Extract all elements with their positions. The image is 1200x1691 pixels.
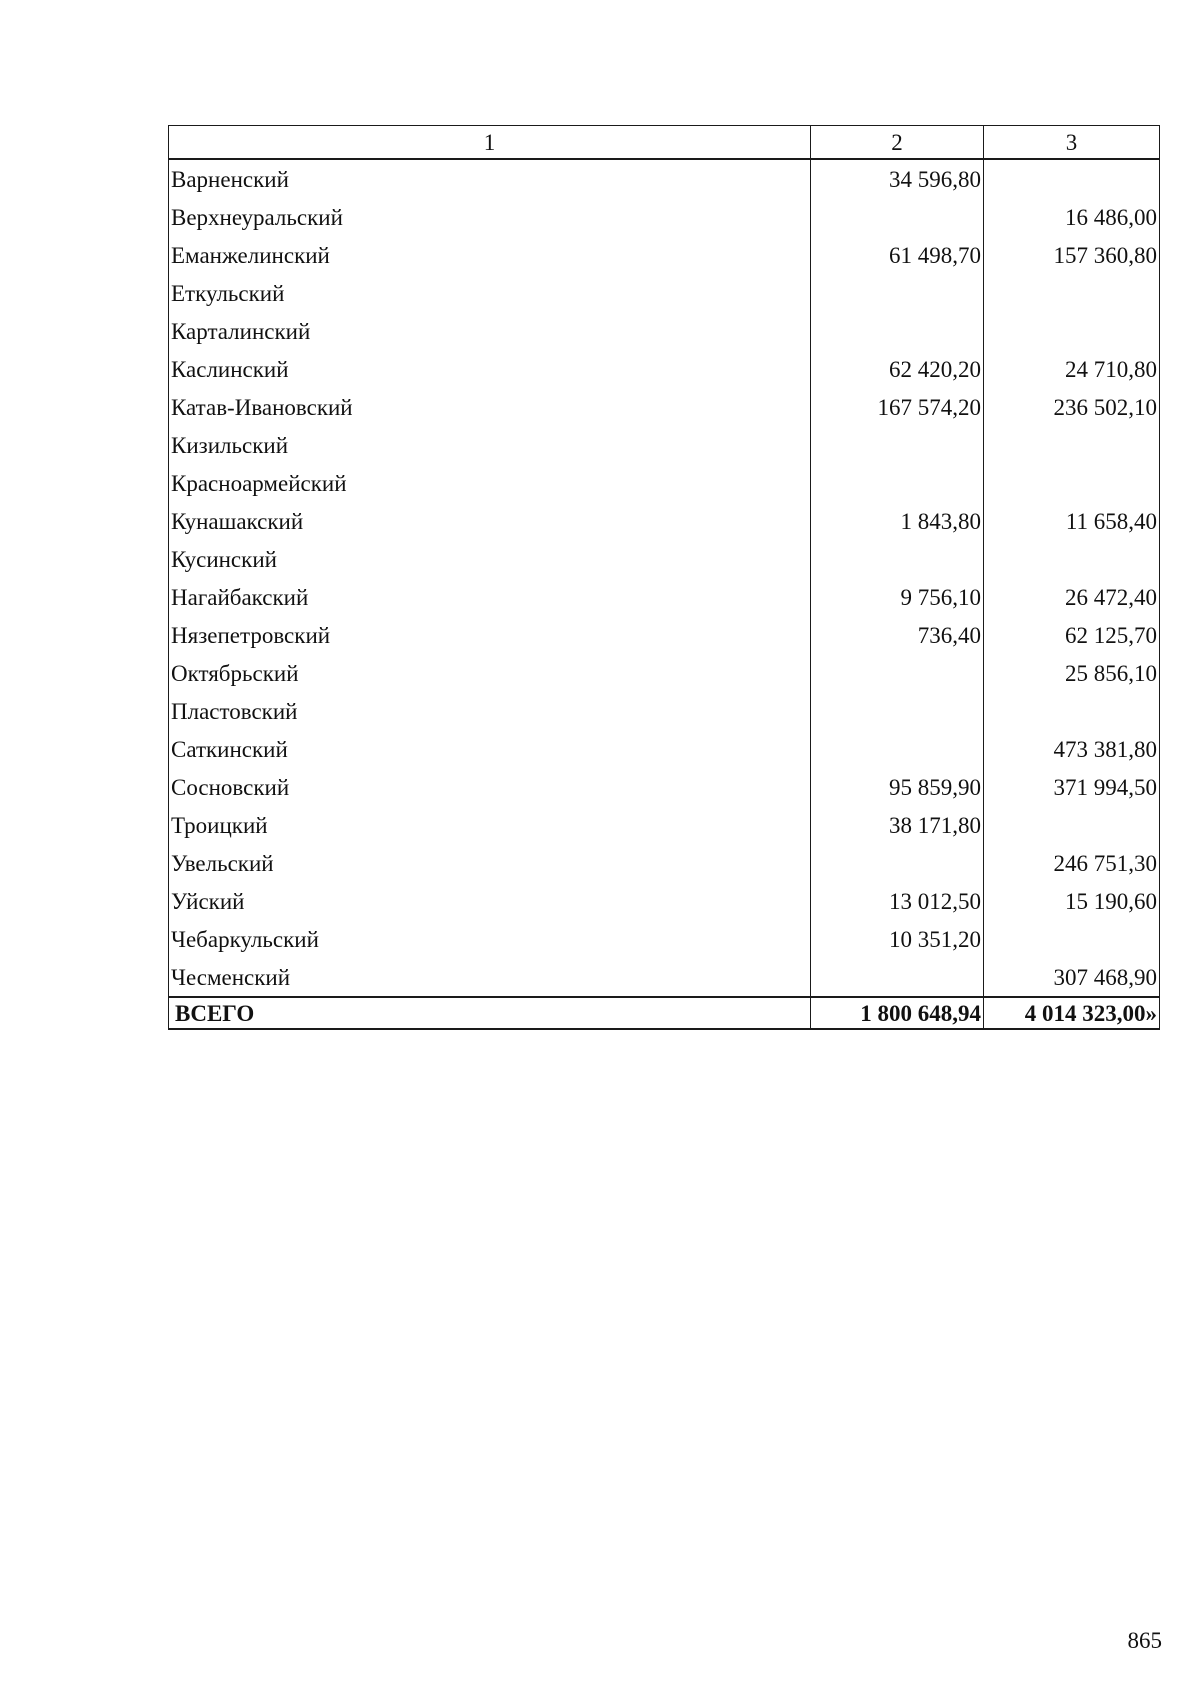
value-col3: 307 468,90 [984,958,1160,997]
district-name: Нагайбакский [169,578,811,616]
value-col2: 34 596,80 [811,159,984,198]
page-number: 865 [1127,1628,1162,1653]
value-col3 [984,464,1160,502]
district-name: Чесменский [169,958,811,997]
district-name: Троицкий [169,806,811,844]
table-row [169,768,1160,806]
table-body [169,159,1160,1029]
value-col3 [984,806,1160,844]
district-name: Чебаркульский [169,920,811,958]
district-name: Саткинский [169,730,811,768]
value-col2 [811,844,984,882]
value-col2: 62 420,20 [811,350,984,388]
value-col3 [984,540,1160,578]
total-label: ВСЕГО [169,997,811,1029]
value-col3 [984,274,1160,312]
value-col3: 157 360,80 [984,236,1160,274]
district-name: Карталинский [169,312,811,350]
district-name: Катав-Ивановский [169,388,811,426]
district-name: Еманжелинский [169,236,811,274]
value-col2 [811,730,984,768]
value-col2 [811,540,984,578]
value-col2: 61 498,70 [811,236,984,274]
table-row [169,882,1160,920]
value-col3: 246 751,30 [984,844,1160,882]
district-name: Пластовский [169,692,811,730]
table-row [169,388,1160,426]
value-col3 [984,920,1160,958]
value-col3 [984,692,1160,730]
district-name: Еткульский [169,274,811,312]
value-col2: 9 756,10 [811,578,984,616]
value-col2: 1 843,80 [811,502,984,540]
table-row [169,692,1160,730]
value-col2 [811,692,984,730]
data-table [168,125,1160,1030]
value-col3: 11 658,40 [984,502,1160,540]
district-name: Сосновский [169,768,811,806]
value-col2: 95 859,90 [811,768,984,806]
value-col3: 16 486,00 [984,198,1160,236]
district-name: Увельский [169,844,811,882]
value-col3: 26 472,40 [984,578,1160,616]
table-row [169,806,1160,844]
value-col2 [811,464,984,502]
value-col3: 473 381,80 [984,730,1160,768]
value-col3: 24 710,80 [984,350,1160,388]
value-col2 [811,654,984,692]
district-name: Нязепетровский [169,616,811,654]
district-name: Кусинский [169,540,811,578]
table-row [169,844,1160,882]
total-col3: 4 014 323,00» [984,997,1160,1029]
table-row [169,540,1160,578]
value-col2: 38 171,80 [811,806,984,844]
value-col3: 371 994,50 [984,768,1160,806]
table-header-row [169,126,1160,160]
total-row [169,997,1160,1029]
table-row [169,730,1160,768]
value-col2: 10 351,20 [811,920,984,958]
value-col3 [984,159,1160,198]
value-col2 [811,274,984,312]
table-row [169,578,1160,616]
value-col2 [811,958,984,997]
value-col2: 736,40 [811,616,984,654]
district-name: Октябрьский [169,654,811,692]
column-header-2: 2 [811,126,984,160]
total-col2: 1 800 648,94 [811,997,984,1029]
table-row [169,274,1160,312]
district-name: Верхнеуральский [169,198,811,236]
column-header-1: 1 [169,126,811,160]
district-name: Красноармейский [169,464,811,502]
column-header-3: 3 [984,126,1160,160]
value-col3 [984,312,1160,350]
value-col3 [984,426,1160,464]
table-row [169,350,1160,388]
value-col2 [811,198,984,236]
table-row [169,502,1160,540]
value-col2: 167 574,20 [811,388,984,426]
value-col2 [811,426,984,464]
table-row [169,464,1160,502]
value-col2: 13 012,50 [811,882,984,920]
district-name: Каслинский [169,350,811,388]
value-col3: 15 190,60 [984,882,1160,920]
table-row [169,236,1160,274]
table-row [169,159,1160,198]
value-col3: 236 502,10 [984,388,1160,426]
value-col3: 62 125,70 [984,616,1160,654]
district-name: Кизильский [169,426,811,464]
district-name: Кунашакский [169,502,811,540]
value-col2 [811,312,984,350]
value-col3: 25 856,10 [984,654,1160,692]
district-name: Уйский [169,882,811,920]
table-row [169,198,1160,236]
table-row [169,426,1160,464]
table-row [169,654,1160,692]
table-row [169,958,1160,997]
table-row [169,920,1160,958]
table-row [169,312,1160,350]
district-name: Варненский [169,159,811,198]
table-row [169,616,1160,654]
